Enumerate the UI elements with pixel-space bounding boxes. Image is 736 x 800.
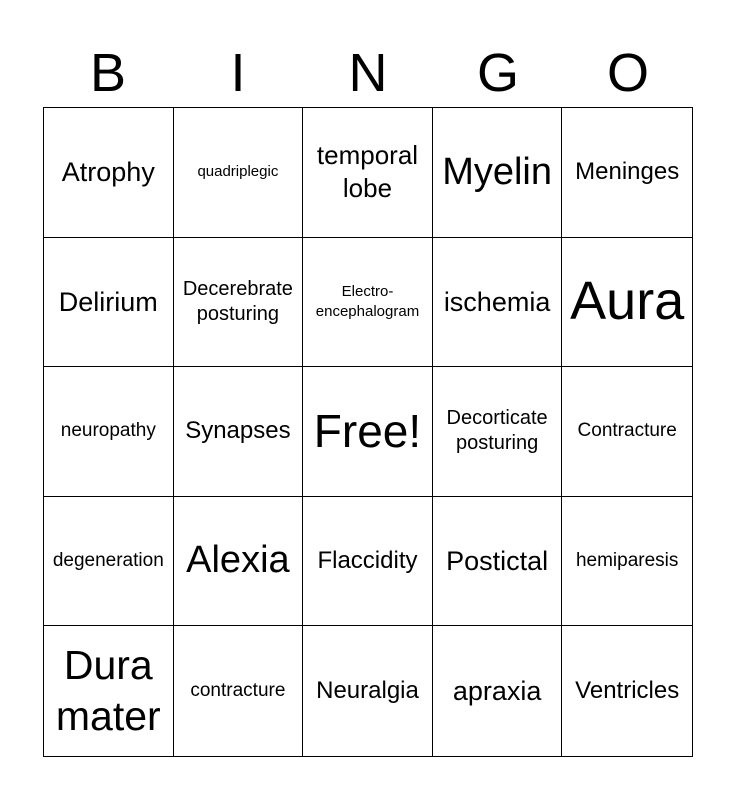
bingo-cell[interactable]: Electro-encephalogram — [303, 238, 433, 368]
header-letter-o: O — [606, 43, 649, 103]
bingo-cell[interactable]: Neuralgia — [303, 626, 433, 756]
bingo-cell[interactable]: Decerebrate posturing — [174, 238, 304, 368]
bingo-cell[interactable]: Atrophy — [44, 108, 174, 238]
bingo-cell[interactable]: hemiparesis — [562, 497, 692, 627]
bingo-cell[interactable]: Contracture — [562, 367, 692, 497]
bingo-cell[interactable]: ischemia — [433, 238, 563, 368]
bingo-header — [43, 40, 693, 106]
bingo-cell[interactable]: quadriplegic — [174, 108, 304, 238]
bingo-cell[interactable]: temporal lobe — [303, 108, 433, 238]
header-letter-b: B — [89, 43, 127, 103]
bingo-cell[interactable]: degeneration — [44, 497, 174, 627]
bingo-cell[interactable]: Ventricles — [575, 676, 680, 704]
bingo-cell[interactable]: Decorticate posturing — [433, 367, 563, 497]
bingo-cell[interactable]: Aura — [562, 238, 692, 368]
bingo-cell[interactable]: Synapses — [174, 367, 304, 497]
bingo-cell[interactable]: Meninges — [562, 108, 692, 238]
bingo-cell[interactable]: apraxia — [433, 626, 563, 756]
free-space-cell[interactable]: Free! — [303, 367, 433, 497]
bingo-cell[interactable]: Flaccidity — [303, 497, 433, 627]
bingo-cell[interactable]: Myelin — [433, 108, 563, 238]
bingo-cell[interactable]: contracture — [174, 626, 304, 756]
header-letter-n: N — [348, 43, 388, 103]
bingo-board — [43, 107, 693, 757]
bingo-cell[interactable]: Delirium — [44, 238, 174, 368]
header-letter-g: G — [476, 43, 519, 103]
bingo-cell[interactable]: neuropathy — [44, 367, 174, 497]
bingo-cell[interactable]: Postictal — [433, 497, 563, 627]
header-letter-i: I — [230, 43, 246, 103]
bingo-cell[interactable]: Dura mater — [44, 626, 174, 756]
bingo-cell[interactable]: Alexia — [174, 497, 304, 627]
